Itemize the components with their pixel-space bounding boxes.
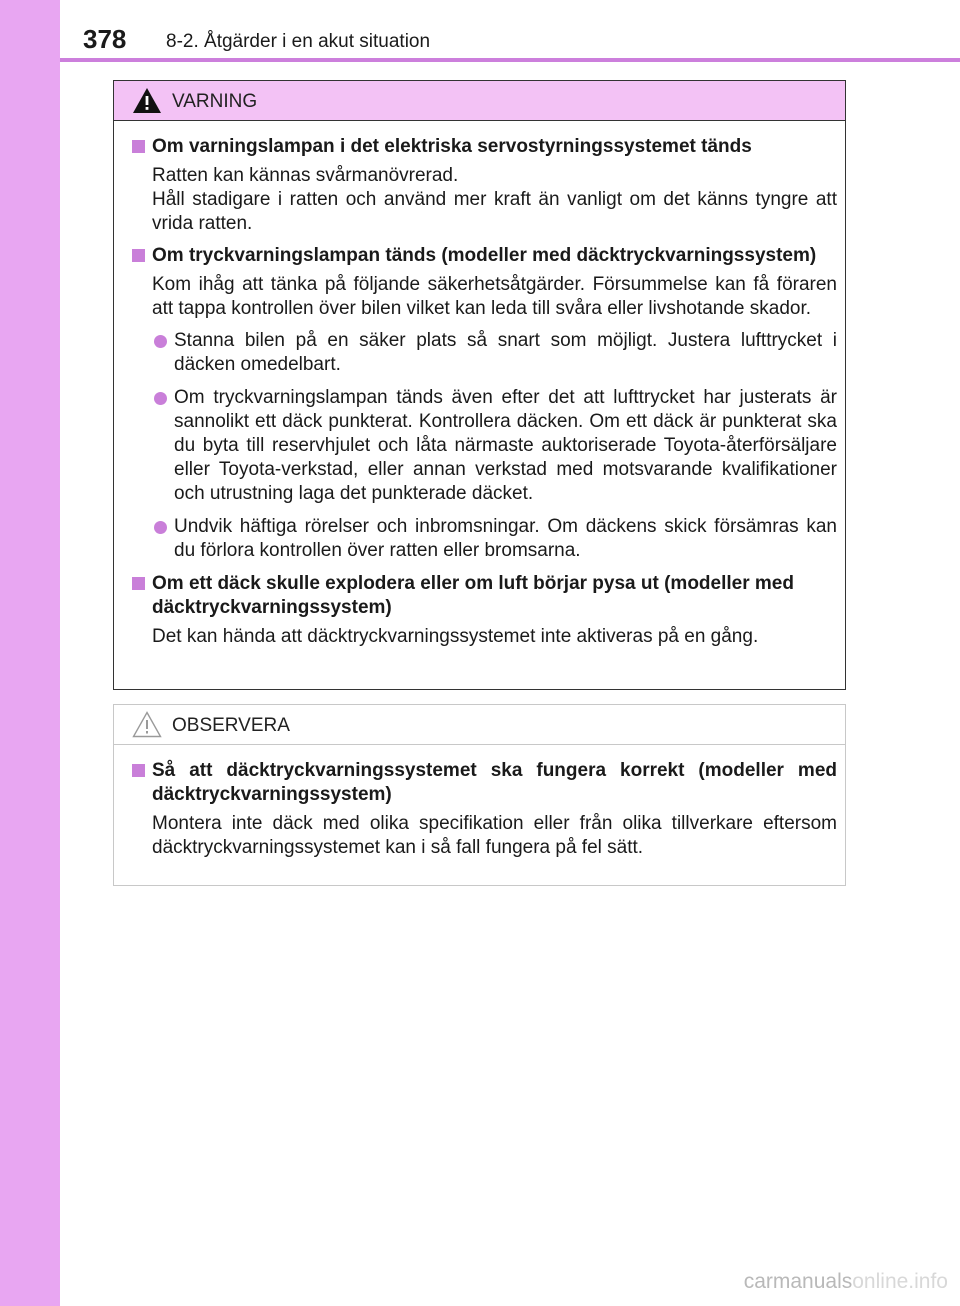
notice-body xyxy=(114,745,845,860)
section-title: 8-2. Åtgärder i en akut situation xyxy=(166,31,431,52)
bullet-item: Om tryckvarningslampan tänds även efter det att lufttrycket har justerats är sannolikt ett däck punkterat. Kontrollera däcken. Om ett däck är punkterat ska du byta till reservhjulet och låta närmaste auktoriserade Toyota-återförsäljare eller Toyota-verkstad, eller annan verkstad med motsvarande kvalifikationer och utrustning laga det punkterade däcket. xyxy=(130,386,837,506)
warning-heading: Om ett däck skulle explodera eller om luft börjar pysa ut (modeller med däcktryckvarningssystem) xyxy=(130,572,837,620)
square-bullet-icon xyxy=(132,249,145,262)
round-bullet-icon xyxy=(154,335,167,348)
caution-triangle-icon xyxy=(132,711,162,738)
bullet-item: Stanna bilen på en säker plats så snart som möjligt. Justera lufttrycket i däcken omedelbart. xyxy=(130,329,837,377)
paragraph: Det kan hända att däcktryckvarningssystemet inte aktiveras på en gång. xyxy=(152,626,759,647)
round-bullet-icon xyxy=(154,521,167,534)
warning-triangle-icon xyxy=(132,87,162,114)
warning-heading: Om tryckvarningslampan tänds (modeller med däcktryckvarningssystem) xyxy=(130,244,837,268)
bullet-item: Undvik häftiga rörelser och inbromsningar. Om däckens skick försämras kan du förlora kontrollen över ratten eller bromsarna. xyxy=(130,515,837,563)
warning-box xyxy=(113,80,846,690)
warning-label: VARNING xyxy=(172,91,258,112)
square-bullet-icon xyxy=(132,140,145,153)
warning-heading: Om varningslampan i det elektriska servostyrningssystemet tänds xyxy=(130,135,837,159)
notice-heading: Så att däcktryckvarningssystemet ska fungera korrekt (modeller med däcktryckvarningssystem) xyxy=(130,759,837,807)
warning-header xyxy=(114,81,845,121)
paragraph: Håll stadigare i ratten och använd mer kraft än vanligt om det känns tyngre att vrida ratten. xyxy=(152,189,837,234)
notice-label: OBSERVERA xyxy=(172,715,290,736)
notice-header xyxy=(114,705,845,745)
page-number: 378 xyxy=(83,24,127,54)
square-bullet-icon xyxy=(132,577,145,590)
warning-body xyxy=(114,121,845,649)
square-bullet-icon xyxy=(132,764,145,777)
paragraph: Kom ihåg att tänka på följande säkerhetsåtgärder. Försummelse kan få föraren att tappa kontrollen över bilen vilket kan leda till svåra eller livshotande skador. xyxy=(152,274,837,319)
paragraph: Ratten kan kännas svårmanövrerad. xyxy=(152,165,459,186)
round-bullet-icon xyxy=(154,392,167,405)
notice-box xyxy=(113,704,846,886)
header-rule xyxy=(60,58,960,62)
paragraph: Montera inte däck med olika specifikation eller från olika tillverkare eftersom däcktryckvarningssystemet kan i så fall fungera på fel sätt. xyxy=(152,813,837,858)
side-tab-bar xyxy=(0,0,60,1306)
watermark: carmanualsonline.info xyxy=(743,1270,948,1293)
